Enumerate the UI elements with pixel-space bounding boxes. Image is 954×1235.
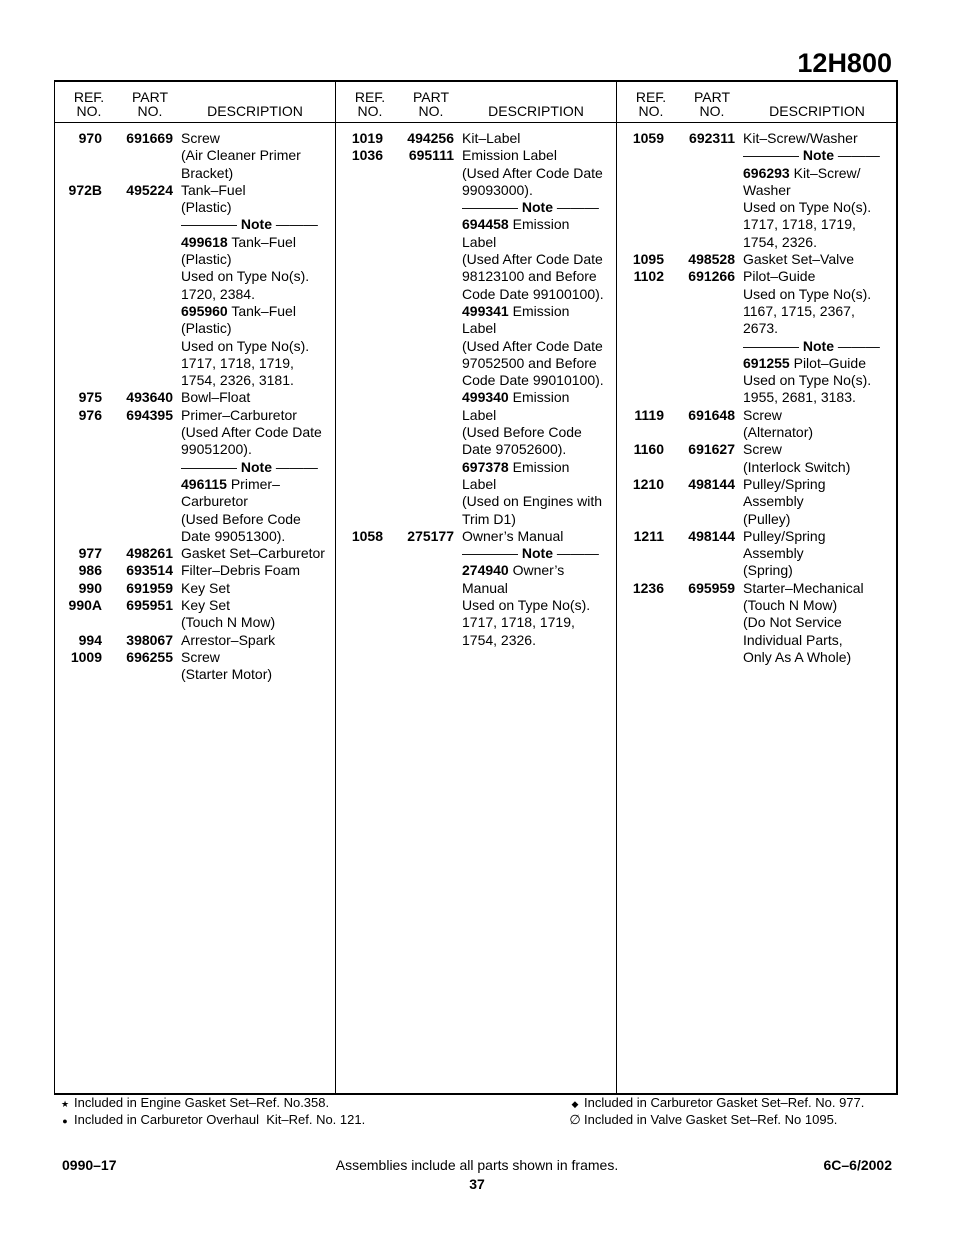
part-number: 691266 <box>688 268 735 285</box>
description-line: (Alternator) <box>743 424 814 441</box>
legend-item <box>56 1095 365 1112</box>
legend-item <box>566 1095 864 1112</box>
part-number: 691669 <box>126 130 173 146</box>
description-line: Kit–Screw/Washer <box>743 130 858 146</box>
description-line: Pulley/Spring <box>743 475 826 492</box>
description-line: (Do Not Service <box>743 614 842 631</box>
header-part-no: PART NO. <box>693 89 731 119</box>
description-line: Label <box>462 475 497 492</box>
part-number: 498261 <box>126 545 173 562</box>
note-divider: ———— Note ——— <box>462 545 599 562</box>
description-line: (Used After Code Date <box>181 424 322 441</box>
description-line: Assembly <box>743 545 804 562</box>
note-label: Note <box>521 199 554 216</box>
part-row <box>55 130 335 182</box>
part-number: 498528 <box>688 251 735 268</box>
part-row <box>55 632 335 649</box>
part-number: 692311 <box>689 130 735 146</box>
alternate-part-description: Emission <box>508 216 570 233</box>
alternate-part-description: Primer– <box>226 475 280 492</box>
part-row <box>617 251 897 268</box>
alternate-part-line <box>743 355 893 372</box>
description-line: Pulley/Spring <box>743 527 826 544</box>
description-line: (Used After Code Date <box>462 164 603 181</box>
part-description <box>462 528 612 649</box>
description-line: Screw <box>743 406 782 423</box>
model-number: 12H800 <box>797 48 892 78</box>
legend-symbol-icon: ● <box>62 1116 68 1126</box>
alternate-part-number: 694458 <box>462 216 509 233</box>
description-line: Bowl–Float <box>181 389 251 406</box>
legend-symbol-icon: ∅ <box>569 1112 581 1127</box>
part-row <box>617 528 897 580</box>
part-row <box>55 545 335 562</box>
alternate-part-description: Tank–Fuel <box>227 302 296 319</box>
part-row <box>617 407 897 442</box>
description-line: (Spring) <box>743 562 793 579</box>
part-description <box>743 251 893 268</box>
part-description <box>743 580 893 666</box>
part-description <box>181 407 331 545</box>
description-line: Label <box>462 320 497 337</box>
part-description <box>743 441 893 476</box>
description-line: 97052500 and Before <box>462 354 597 371</box>
description-line: (Plastic) <box>181 320 232 337</box>
footer-note: Assemblies include all parts shown in frames. <box>335 1157 619 1173</box>
header-ref-no: REF. NO. <box>354 89 386 119</box>
note-divider: ———— Note ——— <box>462 199 599 216</box>
description-line: Manual <box>462 579 508 596</box>
description-line: Label <box>462 233 497 250</box>
ref-number: 1119 <box>634 406 664 423</box>
alternate-part-number: 499618 <box>181 233 228 250</box>
description-line: Filter–Debris Foam <box>181 562 301 579</box>
ref-number: 1009 <box>70 648 102 665</box>
note-divider: ———— Note ——— <box>743 147 880 164</box>
header-description: DESCRIPTION <box>769 103 865 119</box>
alternate-part-description: Pilot–Guide <box>789 354 866 371</box>
part-description <box>462 147 612 528</box>
description-line: Used on Type No(s). <box>462 597 591 614</box>
description-line: (Touch N Mow) <box>181 614 276 631</box>
alternate-part-line <box>181 303 331 320</box>
alternate-part-number: 496115 <box>181 475 227 492</box>
description-line: Date 97052600). <box>462 441 567 458</box>
ref-number: 977 <box>78 545 102 562</box>
description-line: Label <box>462 406 497 423</box>
description-line: 1717, 1718, 1719, <box>743 216 856 233</box>
note-label: Note <box>802 337 835 354</box>
part-row <box>336 147 616 528</box>
legend-symbol-icon: ◆ <box>571 1099 579 1109</box>
description-line: Tank–Fuel <box>181 181 246 198</box>
ref-number: 1211 <box>633 527 664 544</box>
note-label: Note <box>521 545 554 562</box>
ref-number: 1236 <box>632 579 664 596</box>
description-line: Assembly <box>743 493 804 510</box>
part-number: 695111 <box>408 147 454 164</box>
description-line: Carburetor <box>181 493 248 510</box>
part-description <box>743 476 893 528</box>
description-line: Kit–Label <box>462 130 521 146</box>
part-description <box>181 389 331 406</box>
part-description <box>462 130 612 147</box>
part-description <box>181 130 331 182</box>
description-line: 1167, 1715, 2367, <box>743 302 855 319</box>
description-line: (Interlock Switch) <box>743 458 851 475</box>
description-line: Date 99051300). <box>181 527 286 544</box>
description-line: Used on Type No(s). <box>743 285 872 302</box>
parts-list <box>55 123 335 684</box>
description-line: Individual Parts, <box>743 631 843 648</box>
part-row <box>617 268 897 406</box>
description-line: Bracket) <box>181 164 234 181</box>
page-number: 37 <box>469 1176 485 1192</box>
ref-number: 990A <box>68 597 102 614</box>
legend-text: Included in Carburetor Overhaul Kit–Ref. No. 121. <box>74 1112 366 1127</box>
parts-list <box>617 123 897 666</box>
description-line: 98123100 and Before <box>462 268 597 285</box>
alternate-part-description: Tank–Fuel <box>227 233 296 250</box>
legend-left <box>56 1095 365 1129</box>
description-line: (Pulley) <box>743 510 791 527</box>
description-line: 99051200). <box>181 441 252 458</box>
description-line: 99093000). <box>462 181 533 198</box>
alternate-part-line <box>181 234 331 251</box>
legend-text: Included in Engine Gasket Set–Ref. No.358. <box>74 1095 330 1110</box>
part-row <box>55 562 335 579</box>
description-line: Pilot–Guide <box>743 268 816 285</box>
alternate-part-line <box>462 562 612 579</box>
legend-text: Included in Valve Gasket Set–Ref. No 1095. <box>584 1112 838 1127</box>
description-line: (Used After Code Date <box>462 337 603 354</box>
description-line: Trim D1) <box>462 510 516 527</box>
description-line: Code Date 99100100). <box>462 285 604 302</box>
part-description <box>181 182 331 390</box>
description-line: 2673. <box>743 320 779 337</box>
note-label: Note <box>240 216 273 233</box>
alternate-part-number: 695960 <box>181 302 228 319</box>
part-row <box>55 597 335 632</box>
description-line: Key Set <box>181 579 231 596</box>
column-header <box>617 82 897 123</box>
note-divider: ———— Note ——— <box>181 216 318 233</box>
part-number: 691648 <box>688 406 735 423</box>
parts-column-3 <box>616 82 897 1093</box>
alternate-part-number: 691255 <box>743 354 790 371</box>
description-line: (Used Before Code <box>462 424 582 441</box>
part-description <box>181 597 331 632</box>
description-line: Starter–Mechanical <box>743 579 864 596</box>
parts-column-2 <box>335 82 616 1093</box>
part-description <box>181 580 331 597</box>
part-row <box>617 441 897 476</box>
part-description <box>743 130 893 251</box>
alternate-part-number: 499341 <box>462 302 509 319</box>
legend-right <box>566 1095 864 1127</box>
ref-number: 990 <box>78 579 102 596</box>
revision-date: 6C–6/2002 <box>823 1157 892 1173</box>
part-row <box>55 389 335 406</box>
description-line: Only As A Whole) <box>743 648 852 665</box>
part-row <box>617 476 897 528</box>
part-number: 494256 <box>407 130 454 146</box>
part-description <box>181 632 331 649</box>
description-line: 1754, 2326, 3181. <box>181 372 294 389</box>
description-line: Code Date 99010100). <box>462 372 604 389</box>
description-line: 1754, 2326. <box>743 233 817 250</box>
note-divider: ———— Note ——— <box>743 337 880 354</box>
description-line: Arrestor–Spark <box>181 631 276 648</box>
description-line: 1955, 2681, 3183. <box>743 389 856 406</box>
header-part-no: PART NO. <box>412 89 450 119</box>
column-header <box>336 82 616 123</box>
description-line: Primer–Carburetor <box>181 406 297 423</box>
description-line: Emission Label <box>462 147 557 164</box>
description-line: 1754, 2326. <box>462 631 536 648</box>
part-row <box>617 580 897 666</box>
ref-number: 1210 <box>632 475 664 492</box>
description-line: Used on Type No(s). <box>181 337 310 354</box>
ref-number: 1102 <box>633 268 664 285</box>
description-line: 1720, 2384. <box>181 285 255 302</box>
alternate-part-line <box>462 303 612 320</box>
description-line: (Used Before Code <box>181 510 301 527</box>
alternate-part-description: Owner’s <box>508 562 565 579</box>
header-ref-no: REF. NO. <box>635 89 667 119</box>
description-line: (Touch N Mow) <box>743 597 838 614</box>
part-description <box>743 407 893 442</box>
description-line: Gasket Set–Valve <box>743 251 855 268</box>
ref-number: 976 <box>78 406 102 423</box>
header-description: DESCRIPTION <box>488 103 584 119</box>
ref-number: 975 <box>78 389 102 406</box>
alternate-part-number: 696293 <box>743 164 790 181</box>
description-line: Owner’s Manual <box>462 527 564 544</box>
part-number: 495224 <box>126 181 173 198</box>
legend-item <box>566 1112 864 1127</box>
part-description <box>743 268 893 406</box>
ref-number: 1036 <box>351 147 383 164</box>
note-divider: ———— Note ——— <box>181 458 318 475</box>
part-number: 693514 <box>126 562 173 579</box>
description-line: Key Set <box>181 597 231 614</box>
header-description: DESCRIPTION <box>207 103 303 119</box>
note-label: Note <box>802 147 835 164</box>
column-header <box>55 82 335 123</box>
part-number: 498144 <box>688 475 735 492</box>
description-line: (Air Cleaner Primer <box>181 147 301 164</box>
part-number: 694395 <box>126 406 173 423</box>
description-line: 1717, 1718, 1719, <box>462 614 575 631</box>
ref-number: 1160 <box>633 441 664 458</box>
ref-number: 986 <box>78 562 102 579</box>
ref-number: 1095 <box>632 251 664 268</box>
description-line: Screw <box>181 648 220 665</box>
description-line: Used on Type No(s). <box>181 268 310 285</box>
part-row <box>336 130 616 147</box>
part-description <box>181 545 331 562</box>
document-code: 0990–17 <box>62 1157 117 1173</box>
parts-table <box>54 80 898 1095</box>
description-line: 1717, 1718, 1719, <box>181 354 294 371</box>
header-ref-no: REF. NO. <box>73 89 105 119</box>
part-number: 691627 <box>688 441 735 458</box>
description-line: Gasket Set–Carburetor <box>181 545 325 562</box>
description-line: (Plastic) <box>181 199 232 216</box>
ref-number: 1058 <box>351 527 383 544</box>
legend-text: Included in Carburetor Gasket Set–Ref. No. 977. <box>584 1095 865 1110</box>
ref-number: 1059 <box>632 130 664 146</box>
alternate-part-number: 499340 <box>462 389 509 406</box>
alternate-part-number: 274940 <box>462 562 509 579</box>
part-number: 398067 <box>126 631 173 648</box>
part-row <box>55 580 335 597</box>
alternate-part-line <box>181 476 331 493</box>
description-line: Screw <box>743 441 782 458</box>
ref-number: 972B <box>68 181 102 198</box>
alternate-part-line <box>462 459 612 476</box>
description-line: Screw <box>181 130 220 146</box>
part-row <box>617 130 897 251</box>
description-line: Used on Type No(s). <box>743 372 872 389</box>
alternate-part-description: Kit–Screw/ <box>789 164 861 181</box>
legend-item <box>56 1112 365 1129</box>
description-line: (Plastic) <box>181 251 232 268</box>
alternate-part-description: Emission <box>508 302 570 319</box>
part-number: 696255 <box>126 648 173 665</box>
part-row <box>336 528 616 649</box>
ref-number: 970 <box>78 130 102 146</box>
description-line: (Used on Engines with <box>462 493 603 510</box>
ref-number: 1019 <box>351 130 383 146</box>
part-row <box>55 649 335 684</box>
alternate-part-line <box>743 165 893 182</box>
part-row <box>55 182 335 390</box>
description-line: (Used After Code Date <box>462 251 603 268</box>
part-description <box>743 528 893 580</box>
note-label: Note <box>240 458 273 475</box>
alternate-part-number: 697378 <box>462 458 509 475</box>
part-number: 498144 <box>688 527 735 544</box>
description-line: (Starter Motor) <box>181 666 273 683</box>
description-line: Used on Type No(s). <box>743 199 872 216</box>
part-description <box>181 562 331 579</box>
alternate-part-description: Emission <box>508 389 570 406</box>
header-part-no: PART NO. <box>131 89 169 119</box>
parts-column-1 <box>55 82 335 1093</box>
alternate-part-description: Emission <box>508 458 570 475</box>
parts-list <box>336 123 616 649</box>
ref-number: 994 <box>78 631 102 648</box>
alternate-part-line <box>462 389 612 406</box>
part-number: 695951 <box>126 597 173 614</box>
part-number: 695959 <box>688 579 735 596</box>
legend-symbol-icon: ★ <box>60 1099 70 1109</box>
description-line: Washer <box>743 181 791 198</box>
part-number: 275177 <box>407 527 454 544</box>
part-number: 691959 <box>126 579 173 596</box>
part-description <box>181 649 331 684</box>
alternate-part-line <box>462 216 612 233</box>
part-number: 493640 <box>126 389 173 406</box>
part-row <box>55 407 335 545</box>
